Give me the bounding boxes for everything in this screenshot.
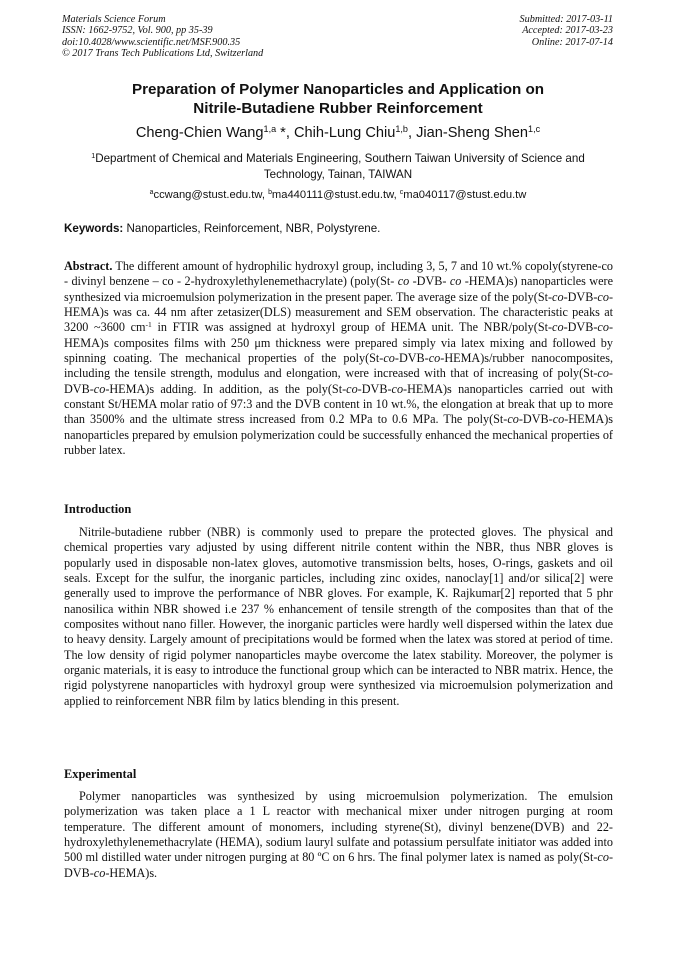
- journal-header: [62, 14, 263, 60]
- keywords-text: Nanoparticles, Reinforcement, NBR, Polystyrene.: [123, 222, 381, 235]
- abstract-text: -HEMA)s nanoparticles prepared by emulsion polymerization could be successfully enhanced the mechanical properties of rubber latex.: [64, 412, 613, 458]
- abstract-text: -DVB-: [409, 274, 450, 289]
- abstract-label: Abstract.: [64, 259, 113, 273]
- submitted-date: Submitted: 2017-03-11: [519, 14, 613, 25]
- abstract-italic: co: [552, 289, 564, 304]
- journal-copyright: © 2017 Trans Tech Publications Ltd, Switzerland: [62, 48, 264, 60]
- abstract-italic: co: [597, 366, 609, 381]
- experimental-italic: co: [597, 850, 609, 865]
- experimental-paragraph: [64, 789, 613, 881]
- title-line-1: Preparation of Polymer Nanoparticles and Application on: [131, 81, 545, 98]
- abstract-text: -HEMA)s adding. In addition, as the poly(St-: [105, 381, 347, 396]
- abstract-text: -DVB-: [394, 351, 429, 366]
- email-a-mark: a: [149, 189, 154, 197]
- accepted-date: Accepted: 2017-03-23: [522, 25, 613, 37]
- paper-title: [60, 80, 616, 118]
- abstract-text: The different amount of hydrophilic hydroxyl group, including 3, 5, 7 and 10 wt.% copoly(styrene-co - divinyl benzene – co - 2-hydroxylethylenemethacrylate) (poly(St-: [64, 259, 613, 289]
- author-list: [60, 124, 616, 142]
- abstract-italic: co: [552, 412, 565, 427]
- abstract-text: -HEMA)s was ca. 44 nm after zetasizer(DLS) measurement and SEM observation. The characteristic peaks at 3200 ~3600 cm: [64, 289, 613, 335]
- author-2-affil: 1,b: [395, 124, 408, 135]
- abstract-text: -DVB-: [563, 289, 598, 304]
- experimental-body: [64, 789, 613, 881]
- journal-doi: doi:10.4028/www.scientific.net/MSF.900.35: [62, 36, 241, 48]
- affiliation-line-1: Department of Chemical and Materials Engineering, Southern Taiwan University of Science and: [95, 152, 585, 165]
- author-1: Cheng-Chien Wang: [135, 125, 264, 141]
- introduction-body: [64, 525, 613, 709]
- abstract-text: -DVB-: [357, 381, 392, 396]
- title-line-2: Nitrile-Butadiene Rubber Reinforcement: [193, 100, 483, 117]
- keywords: [64, 222, 614, 236]
- abstract-text: -HEMA)s) nanoparticles were synthesized via microemulsion polymerization in the present paper. The average size of the poly(St-: [64, 274, 613, 304]
- experimental-italic: co: [93, 865, 106, 880]
- author-3: Jian-Sheng Shen: [416, 125, 529, 141]
- author-3-affil: 1,c: [528, 124, 541, 135]
- abstract-text: in FTIR was assigned at hydroxyl group of HEMA unit. The NBR/poly(St-: [151, 320, 553, 335]
- email-list: [60, 188, 616, 202]
- abstract-italic: co: [397, 274, 410, 289]
- author-2: Chih-Lung Chiu: [293, 125, 396, 141]
- affiliation-number: 1: [91, 151, 96, 161]
- abstract: [64, 259, 613, 458]
- email-a: ccwang@stust.edu.tw,: [153, 189, 269, 201]
- dates-header: [520, 14, 613, 48]
- online-date: Online: 2017-07-14: [531, 36, 613, 48]
- author-separator: ,: [407, 125, 417, 141]
- abstract-superscript: -1: [145, 320, 152, 330]
- abstract-italic: co: [391, 381, 404, 396]
- introduction-paragraph: Nitrile-butadiene rubber (NBR) is commonly used to prepare the protected gloves. The physical and chemical properties vary adjusted by using different nitrile content within the NBR, thus NBR gloves is popularly used in disposable non-latex gloves, automotive transmission belts, hoses, O-rings, gaskets and oil seals. Except for the sulfur, the inorganic particles, including zinc oxides, nanoclay[1] and/or silica[2] were generally used to improve the performance of NBR gloves. For example, K. Rajkumar[2] reported that 5 phr nanosilica within NBR showed i.e 237 % enhancement of tensile strength of the composites than that of the composites without nano filler. However, the inorganic particles were hardly well dispersed within the latex due to heavy density. Largely amount of precipitations would be formed when the latex was stored at period of time. The low density of rigid polymer nanoparticles maybe overcome the latex stability. Moreover, the polymer is organic materials, it is easy to introduce the functional group which can be interacted to NBR matrix. Hence, the rigid polystyrene nanoparticles with hydroxyl group were synthesized via microemulsion polymerization and applied to reinforcement NBR film by latics blending in this present.: [64, 525, 613, 708]
- introduction-heading: Introduction: [64, 502, 132, 516]
- journal-name: Materials Science Forum: [62, 14, 166, 25]
- email-c: ma040117@stust.edu.tw: [403, 189, 527, 201]
- abstract-text: -HEMA)s/rubber nanocomposites, including the tensile strength, modulus and elongation, were increased with that of increasing of poly(St-: [64, 351, 613, 381]
- experimental-heading: Experimental: [64, 767, 137, 781]
- keywords-label: Keywords:: [64, 222, 124, 235]
- abstract-text: -DVB-: [64, 366, 613, 396]
- experimental-text: -HEMA)s.: [105, 865, 158, 880]
- abstract-text: -HEMA)s nanoparticles carried out with constant St/HEMA molar ratio of 97:3 and the DVB content in 10 wt.%, the elongation at break that up to more than 3500% and the ultimate stress increased from 0.2 MPa to 0.6 MPa. The poly(St-: [64, 381, 613, 427]
- abstract-italic: co: [383, 351, 395, 366]
- affiliation-line-2: Technology, Tainan, TAIWAN: [263, 168, 413, 181]
- abstract-text: -DVB-: [518, 412, 553, 427]
- abstract-text: -HEMA)s composites films with 250 μm thickness were prepared simply via latex mixing and followed by spinning coating. The mechanical properties of the poly(St-: [64, 320, 613, 366]
- email-b: ma440111@stust.edu.tw,: [271, 189, 400, 201]
- email-c-mark: c: [399, 189, 404, 197]
- corresponding-mark: *,: [276, 125, 294, 141]
- abstract-italic: co: [597, 289, 609, 304]
- affiliation: [72, 151, 604, 183]
- abstract-italic: co: [428, 351, 441, 366]
- abstract-italic: co: [507, 412, 519, 427]
- email-b-mark: b: [268, 189, 272, 197]
- experimental-text: -DVB-: [64, 850, 613, 880]
- abstract-italic: co: [449, 274, 462, 289]
- abstract-italic: co: [346, 381, 358, 396]
- journal-issn: ISSN: 1662-9752, Vol. 900, pp 35-39: [62, 25, 213, 37]
- abstract-italic: co: [552, 320, 564, 335]
- abstract-italic: co: [597, 320, 609, 335]
- abstract-text: -DVB-: [563, 320, 598, 335]
- abstract-italic: co: [93, 381, 106, 396]
- author-1-affil: 1,a: [263, 124, 277, 135]
- experimental-text: Polymer nanoparticles was synthesized by using microemulsion polymerization. The emulsion polymerization was taken place a 1 L reactor with mechanical mixer under nitrogen purging at room temperature. The different amount of monomers, including styrene(St), divinyl benzene(DVB) and 22-hydroxylethylenemethacrylate (HEMA), sodium lauryl sulfate and potassium persulfate initiator was added into 500 ml distilled water under nitrogen purging at 80 ºC on 6 hrs. The final polymer latex is named as poly(St-: [64, 789, 613, 865]
